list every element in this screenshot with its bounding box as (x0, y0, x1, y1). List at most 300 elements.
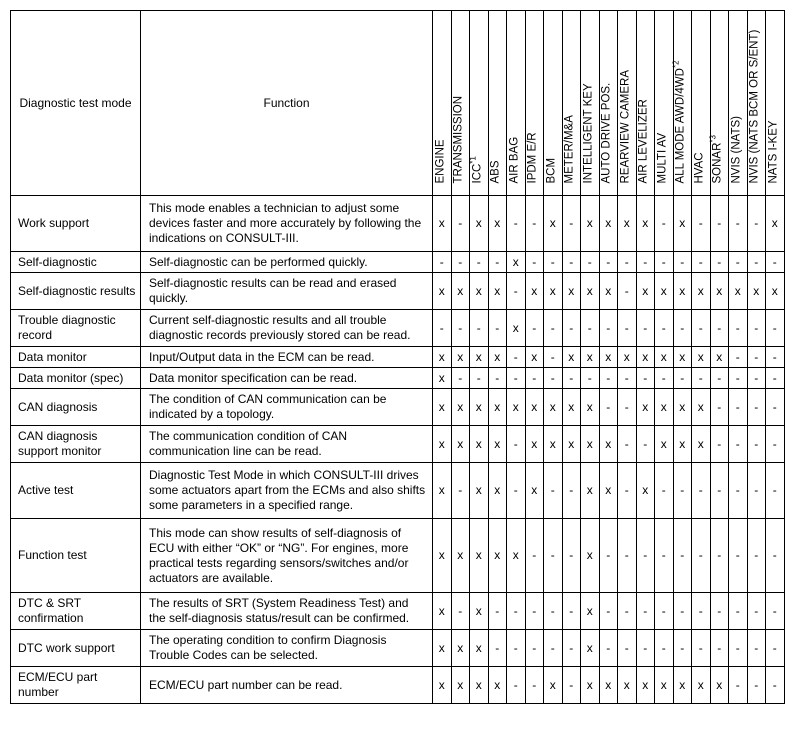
mode-cell: DTC work support (11, 630, 141, 667)
support-mark-cell: - (766, 593, 785, 630)
support-mark-cell: - (433, 252, 452, 273)
support-mark-cell: - (729, 630, 748, 667)
support-mark-cell: x (544, 273, 563, 310)
support-mark-cell: - (636, 426, 655, 463)
support-mark-cell: x (673, 667, 692, 704)
system-label: NVIS (NATS) (730, 115, 743, 184)
support-mark-cell: - (507, 463, 526, 519)
system-header-icc (470, 11, 489, 196)
support-mark-cell: - (747, 519, 766, 593)
support-mark-cell: - (451, 593, 470, 630)
support-mark-cell: - (729, 196, 748, 252)
support-mark-cell: x (470, 593, 489, 630)
table-row (11, 389, 785, 426)
support-mark-cell: - (636, 519, 655, 593)
support-mark-cell: x (636, 389, 655, 426)
support-mark-cell: - (710, 368, 729, 389)
header-row (11, 11, 785, 196)
support-mark-cell: - (692, 196, 711, 252)
support-mark-cell: x (562, 273, 581, 310)
support-mark-cell: - (747, 252, 766, 273)
support-mark-cell: - (562, 667, 581, 704)
support-mark-cell: x (581, 347, 600, 368)
support-mark-cell: - (507, 630, 526, 667)
support-mark-cell: - (747, 310, 766, 347)
support-mark-cell: - (544, 368, 563, 389)
support-mark-cell: - (488, 368, 507, 389)
support-mark-cell: x (655, 667, 674, 704)
mode-cell: Function test (11, 519, 141, 593)
support-mark-cell: - (618, 310, 637, 347)
support-mark-cell: - (525, 593, 544, 630)
support-mark-cell: x (636, 667, 655, 704)
table-row (11, 630, 785, 667)
support-mark-cell: - (544, 252, 563, 273)
system-footnote: *2 (671, 60, 681, 69)
table-row (11, 196, 785, 252)
support-mark-cell: x (525, 389, 544, 426)
support-mark-cell: x (525, 273, 544, 310)
support-mark-cell: - (525, 368, 544, 389)
system-header-bcm (544, 11, 563, 196)
support-mark-cell: - (747, 593, 766, 630)
support-mark-cell: - (655, 310, 674, 347)
support-mark-cell: x (433, 347, 452, 368)
support-mark-cell: - (599, 519, 618, 593)
function-cell: Current self-diagnostic results and all trouble diagnostic records previously stored can be read. (141, 310, 433, 347)
support-mark-cell: x (581, 389, 600, 426)
support-mark-cell: - (599, 310, 618, 347)
support-mark-cell: - (766, 630, 785, 667)
mode-cell: CAN diagnosis support monitor (11, 426, 141, 463)
support-mark-cell: - (562, 463, 581, 519)
support-mark-cell: - (729, 519, 748, 593)
support-mark-cell: - (488, 630, 507, 667)
support-mark-cell: - (507, 426, 526, 463)
support-mark-cell: x (562, 389, 581, 426)
support-mark-cell: - (729, 463, 748, 519)
support-mark-cell: x (470, 426, 489, 463)
system-label: ALL MODE AWD/4WD (674, 68, 687, 184)
function-cell: Input/Output data in the ECM can be read. (141, 347, 433, 368)
system-label: METER/M&A (563, 115, 576, 184)
support-mark-cell: x (636, 273, 655, 310)
support-mark-cell: x (636, 463, 655, 519)
table-row (11, 252, 785, 273)
support-mark-cell: - (729, 667, 748, 704)
support-mark-cell: x (766, 196, 785, 252)
support-mark-cell: - (544, 310, 563, 347)
support-mark-cell: - (692, 252, 711, 273)
function-cell: Diagnostic Test Mode in which CONSULT-III drives some actuators apart from the ECMs and also shifts some parameters in a specified range. (141, 463, 433, 519)
system-label: AUTO DRIVE POS. (600, 82, 613, 184)
support-mark-cell: - (655, 252, 674, 273)
support-mark-cell: - (710, 252, 729, 273)
support-mark-cell: - (562, 310, 581, 347)
system-label: IPDM E/R (526, 132, 539, 184)
support-mark-cell: x (710, 667, 729, 704)
support-mark-cell: - (488, 593, 507, 630)
support-mark-cell: - (710, 426, 729, 463)
mode-cell: DTC & SRT confirmation (11, 593, 141, 630)
support-mark-cell: x (673, 426, 692, 463)
support-mark-cell: - (562, 368, 581, 389)
support-mark-cell: x (433, 368, 452, 389)
support-mark-cell: - (766, 463, 785, 519)
system-header-hvac (692, 11, 711, 196)
support-mark-cell: - (692, 519, 711, 593)
support-mark-cell: x (451, 630, 470, 667)
support-mark-cell: - (525, 196, 544, 252)
support-mark-cell: x (433, 426, 452, 463)
support-mark-cell: x (655, 273, 674, 310)
system-header-multi-av (655, 11, 674, 196)
support-mark-cell: - (488, 310, 507, 347)
support-mark-cell: - (581, 310, 600, 347)
system-label: SONAR (711, 142, 724, 184)
system-footnote: *3 (708, 135, 718, 143)
support-mark-cell: - (544, 519, 563, 593)
table-row (11, 273, 785, 310)
support-mark-cell: x (470, 463, 489, 519)
function-cell: Self-diagnostic results can be read and erased quickly. (141, 273, 433, 310)
support-mark-cell: - (673, 593, 692, 630)
support-mark-cell: x (599, 426, 618, 463)
support-mark-cell: - (507, 667, 526, 704)
support-mark-cell: - (766, 252, 785, 273)
support-mark-cell: - (618, 252, 637, 273)
support-mark-cell: - (562, 252, 581, 273)
support-mark-cell: - (507, 347, 526, 368)
support-mark-cell: x (488, 389, 507, 426)
support-mark-cell: - (599, 368, 618, 389)
support-mark-cell: x (525, 347, 544, 368)
support-mark-cell: - (766, 368, 785, 389)
mode-cell: Self-diagnostic (11, 252, 141, 273)
function-cell: The condition of CAN communication can be indicated by a topology. (141, 389, 433, 426)
support-mark-cell: x (581, 196, 600, 252)
support-mark-cell: x (581, 426, 600, 463)
support-mark-cell: x (507, 310, 526, 347)
support-mark-cell: - (581, 252, 600, 273)
support-mark-cell: x (562, 347, 581, 368)
support-mark-cell: - (451, 252, 470, 273)
support-mark-cell: - (525, 630, 544, 667)
system-header-nats-i-key (766, 11, 785, 196)
support-mark-cell: x (599, 463, 618, 519)
support-mark-cell: x (581, 593, 600, 630)
support-mark-cell: - (544, 463, 563, 519)
table-row (11, 347, 785, 368)
support-mark-cell: x (692, 273, 711, 310)
system-header-engine (433, 11, 452, 196)
support-mark-cell: x (525, 426, 544, 463)
function-cell: ECM/ECU part number can be read. (141, 667, 433, 704)
support-mark-cell: - (470, 310, 489, 347)
support-mark-cell: x (599, 196, 618, 252)
support-mark-cell: x (433, 667, 452, 704)
support-mark-cell: - (655, 630, 674, 667)
support-mark-cell: x (618, 667, 637, 704)
support-mark-cell: x (488, 273, 507, 310)
system-header-transmission (451, 11, 470, 196)
support-mark-cell: x (433, 463, 452, 519)
support-mark-cell: x (433, 389, 452, 426)
support-mark-cell: - (710, 463, 729, 519)
system-label: BCM (545, 157, 558, 184)
system-label: ENGINE (434, 139, 447, 184)
support-mark-cell: - (544, 347, 563, 368)
system-label: NVIS (NATS BCM OR S/ENT) (748, 29, 761, 184)
support-mark-cell: - (766, 310, 785, 347)
support-mark-cell: - (618, 463, 637, 519)
support-mark-cell: - (544, 630, 563, 667)
support-mark-cell: - (692, 463, 711, 519)
support-mark-cell: x (488, 519, 507, 593)
mode-cell: Work support (11, 196, 141, 252)
support-mark-cell: - (692, 593, 711, 630)
mode-cell: Data monitor (11, 347, 141, 368)
support-mark-cell: x (507, 252, 526, 273)
support-mark-cell: - (692, 310, 711, 347)
support-mark-cell: - (766, 389, 785, 426)
support-mark-cell: x (470, 389, 489, 426)
system-header-abs (488, 11, 507, 196)
support-mark-cell: - (562, 519, 581, 593)
support-mark-cell: - (710, 519, 729, 593)
support-mark-cell: - (451, 368, 470, 389)
system-header-air-levelizer (636, 11, 655, 196)
system-header-all-mode-awd (673, 11, 692, 196)
function-column-header: Function (141, 11, 433, 196)
support-mark-cell: - (433, 310, 452, 347)
support-mark-cell: - (747, 389, 766, 426)
support-mark-cell: x (544, 196, 563, 252)
support-mark-cell: x (692, 347, 711, 368)
support-mark-cell: - (507, 593, 526, 630)
system-label: AIR LEVELIZER (637, 99, 650, 184)
support-mark-cell: - (729, 593, 748, 630)
support-mark-cell: - (562, 630, 581, 667)
function-cell: This mode enables a technician to adjust some devices faster and more accurately by following the indications on CONSULT-III. (141, 196, 433, 252)
system-label: REARVIEW CAMERA (619, 69, 632, 184)
support-mark-cell: x (599, 667, 618, 704)
support-mark-cell: - (451, 463, 470, 519)
support-mark-cell: - (710, 630, 729, 667)
support-mark-cell: x (692, 389, 711, 426)
mode-cell: Active test (11, 463, 141, 519)
support-mark-cell: x (451, 426, 470, 463)
support-mark-cell: x (451, 273, 470, 310)
support-mark-cell: - (710, 593, 729, 630)
support-mark-cell: - (451, 310, 470, 347)
system-header-rearview-camera (618, 11, 637, 196)
support-mark-cell: - (766, 347, 785, 368)
support-mark-cell: x (433, 593, 452, 630)
support-mark-cell: - (729, 310, 748, 347)
support-mark-cell: - (599, 252, 618, 273)
system-header-intelligent-key (581, 11, 600, 196)
support-mark-cell: - (451, 196, 470, 252)
support-mark-cell: x (433, 630, 452, 667)
system-label: TRANSMISSION (452, 95, 465, 184)
system-label: AIR BAG (508, 136, 521, 184)
support-mark-cell: x (451, 519, 470, 593)
support-mark-cell: - (636, 593, 655, 630)
mode-cell: ECM/ECU part number (11, 667, 141, 704)
support-mark-cell: - (525, 252, 544, 273)
support-mark-cell: x (581, 463, 600, 519)
support-mark-cell: - (636, 310, 655, 347)
table-row (11, 368, 785, 389)
support-mark-cell: - (655, 519, 674, 593)
table-row (11, 667, 785, 704)
support-mark-cell: - (729, 252, 748, 273)
support-mark-cell: - (766, 519, 785, 593)
support-mark-cell: - (562, 196, 581, 252)
support-mark-cell: x (488, 463, 507, 519)
support-mark-cell: x (618, 347, 637, 368)
support-mark-cell: - (655, 463, 674, 519)
support-mark-cell: x (599, 273, 618, 310)
support-mark-cell: - (692, 630, 711, 667)
support-mark-cell: - (470, 368, 489, 389)
support-mark-cell: x (470, 630, 489, 667)
support-mark-cell: - (710, 389, 729, 426)
support-mark-cell: x (766, 273, 785, 310)
system-label: ICC (471, 163, 484, 184)
table-body (11, 196, 785, 704)
function-cell: Data monitor specification can be read. (141, 368, 433, 389)
support-mark-cell: x (599, 347, 618, 368)
mode-cell: Self-diagnostic results (11, 273, 141, 310)
support-mark-cell: x (525, 463, 544, 519)
support-mark-cell: x (655, 347, 674, 368)
system-header-meter (562, 11, 581, 196)
system-header-air-bag (507, 11, 526, 196)
support-mark-cell: - (470, 252, 489, 273)
support-mark-cell: - (673, 368, 692, 389)
table-row (11, 426, 785, 463)
support-mark-cell: x (729, 273, 748, 310)
system-header-ipdm-er (525, 11, 544, 196)
support-mark-cell: - (747, 630, 766, 667)
support-mark-cell: - (673, 630, 692, 667)
diagnostic-mode-table (10, 10, 785, 704)
support-mark-cell: - (729, 368, 748, 389)
support-mark-cell: x (451, 389, 470, 426)
system-header-nvis-nats (729, 11, 748, 196)
system-header-sonar (710, 11, 729, 196)
function-cell: This mode can show results of self-diagnosis of ECU with either “OK” or “NG”. For engines, more practical tests regarding sensors/switches and/or actuators are available. (141, 519, 433, 593)
support-mark-cell: - (655, 196, 674, 252)
support-mark-cell: - (618, 593, 637, 630)
support-mark-cell: x (581, 273, 600, 310)
system-label: MULTI AV (656, 132, 669, 184)
support-mark-cell: x (673, 347, 692, 368)
support-mark-cell: - (507, 273, 526, 310)
system-label: ABS (489, 160, 502, 184)
support-mark-cell: x (488, 347, 507, 368)
support-mark-cell: x (544, 667, 563, 704)
support-mark-cell: - (673, 519, 692, 593)
support-mark-cell: - (525, 519, 544, 593)
support-mark-cell: x (433, 273, 452, 310)
support-mark-cell: - (544, 593, 563, 630)
support-mark-cell: x (544, 389, 563, 426)
system-header-auto-drive-pos (599, 11, 618, 196)
support-mark-cell: - (525, 667, 544, 704)
support-mark-cell: - (692, 368, 711, 389)
support-mark-cell: - (673, 252, 692, 273)
support-mark-cell: - (581, 368, 600, 389)
support-mark-cell: x (433, 519, 452, 593)
support-mark-cell: - (655, 593, 674, 630)
support-mark-cell: - (747, 667, 766, 704)
support-mark-cell: - (599, 593, 618, 630)
support-mark-cell: x (747, 273, 766, 310)
support-mark-cell: x (470, 196, 489, 252)
support-mark-cell: - (710, 196, 729, 252)
support-mark-cell: - (747, 426, 766, 463)
support-mark-cell: x (488, 667, 507, 704)
support-mark-cell: - (507, 196, 526, 252)
support-mark-cell: x (636, 347, 655, 368)
mode-cell: Data monitor (spec) (11, 368, 141, 389)
support-mark-cell: x (692, 667, 711, 704)
support-mark-cell: - (747, 347, 766, 368)
system-label: HVAC (693, 152, 706, 184)
support-mark-cell: - (729, 426, 748, 463)
support-mark-cell: - (525, 310, 544, 347)
support-mark-cell: - (618, 519, 637, 593)
system-footnote: *1 (468, 156, 478, 164)
support-mark-cell: x (562, 426, 581, 463)
support-mark-cell: - (618, 368, 637, 389)
support-mark-cell: x (470, 347, 489, 368)
support-mark-cell: x (470, 273, 489, 310)
function-cell: The operating condition to confirm Diagnosis Trouble Codes can be selected. (141, 630, 433, 667)
table-row (11, 463, 785, 519)
support-mark-cell: - (507, 368, 526, 389)
table-row (11, 310, 785, 347)
system-label: NATS I-KEY (767, 120, 780, 184)
support-mark-cell: x (673, 389, 692, 426)
support-mark-cell: x (470, 519, 489, 593)
support-mark-cell: x (673, 273, 692, 310)
support-mark-cell: - (599, 389, 618, 426)
support-mark-cell: x (655, 426, 674, 463)
table-row (11, 593, 785, 630)
function-cell: The communication condition of CAN communication line can be read. (141, 426, 433, 463)
support-mark-cell: - (673, 463, 692, 519)
function-cell: Self-diagnostic can be performed quickly. (141, 252, 433, 273)
support-mark-cell: x (507, 519, 526, 593)
support-mark-cell: x (618, 196, 637, 252)
support-mark-cell: x (710, 273, 729, 310)
support-mark-cell: - (599, 630, 618, 667)
mode-cell: Trouble diagnostic record (11, 310, 141, 347)
system-label: INTELLIGENT KEY (582, 83, 595, 184)
support-mark-cell: x (636, 196, 655, 252)
function-cell: The results of SRT (System Readiness Test) and the self-diagnosis status/result can be confirmed. (141, 593, 433, 630)
support-mark-cell: x (692, 426, 711, 463)
support-mark-cell: x (655, 389, 674, 426)
support-mark-cell: - (729, 347, 748, 368)
support-mark-cell: - (766, 667, 785, 704)
support-mark-cell: x (488, 426, 507, 463)
support-mark-cell: - (747, 196, 766, 252)
